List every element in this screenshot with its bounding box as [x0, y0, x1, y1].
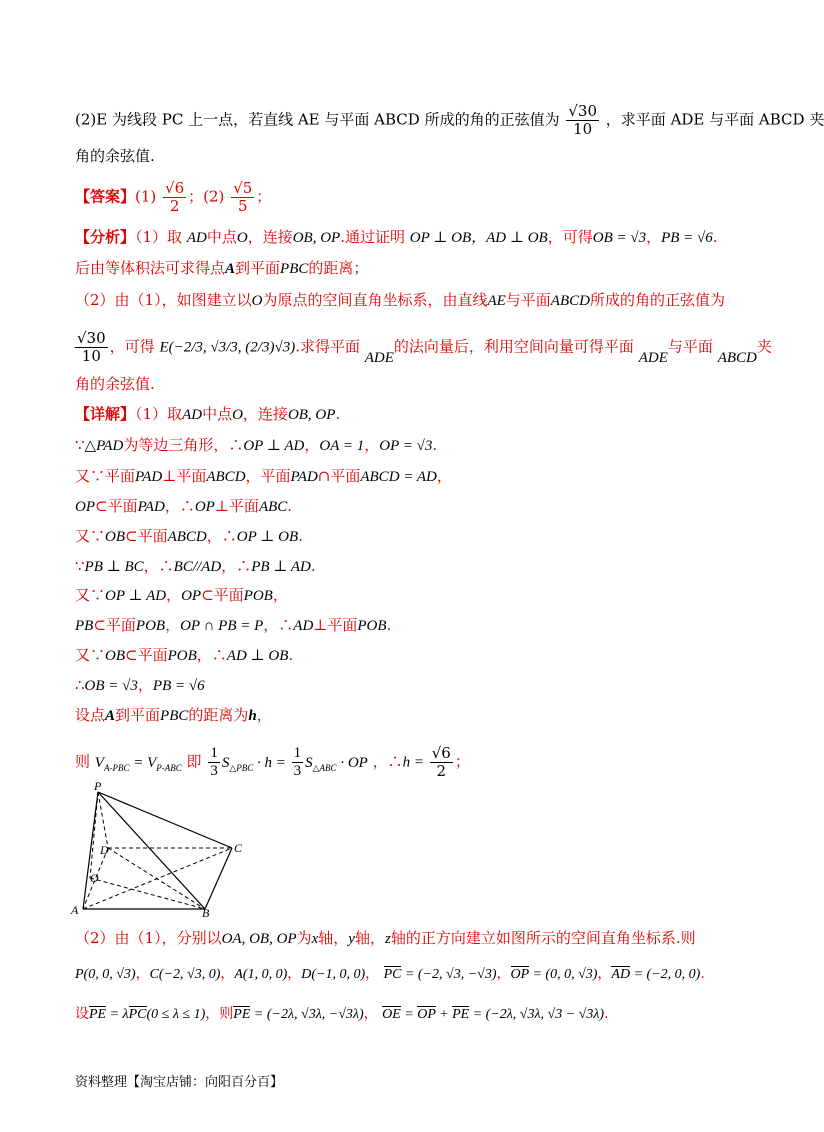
label-a: A — [71, 903, 79, 917]
vector-pc-2: PC — [128, 1007, 147, 1022]
vector-op-2: OP — [417, 1007, 436, 1022]
detail-line-10: ∴OB = √3，PB = √6 — [75, 676, 205, 694]
pyramid-figure — [68, 778, 258, 918]
answer-line: 【答案】(1) $\frac{√6}{2}$ ；(2) $\frac{√5}{5}$ ； — [75, 179, 272, 215]
label-o: O — [90, 871, 99, 885]
vector-pe-3: PE — [452, 1007, 470, 1022]
fraction-sqrt30-over-10-analysis: $\frac{√30}{10}$ — [77, 329, 106, 365]
detail-line-1: 【详解】（1）取AD中点O，连接OB, OP. — [75, 405, 341, 423]
part2-line-2: P(0, 0, √3)，C(−2, √3, 0)，A(1, 0, 0)，D(−1, 0, 0)， PC = (−2, √3, −√3)，OP = (0, 0, √3)，AD = (−2, 0, 0). — [75, 966, 705, 982]
analysis-line-4: $\frac{√30}{10}$ ，可得 E(−2/3, √3/3, (2/3)√3).求得平面 ADE的法向量后，利用空间向量可得平面 ADE与平面 ABCD夹 — [77, 329, 772, 366]
edge-db — [108, 848, 205, 909]
detail-line-3: 又∵平面PAD⊥平面ABCD，平面PAD∩平面ABCD = AD， — [75, 467, 452, 485]
fraction-one-third-a: $\frac{1}{3}$ — [210, 745, 218, 779]
analysis-line-2: 后由等体积法可求得点A到平面PBC的距离； — [75, 259, 369, 277]
vector-pe: PE — [89, 1007, 107, 1022]
vector-op: OP — [510, 967, 529, 982]
detail-line-11: 设点A到平面PBC的距离为h， — [75, 706, 272, 724]
analysis-line-3: （2）由（1），如图建立以O为原点的空间直角坐标系，由直线AE与平面ABCD所成的角的正弦值为 — [75, 291, 725, 309]
label-b: B — [202, 906, 210, 920]
part2-line-3: 设PE = λPC(0 ≤ λ ≤ 1)，则PE = (−2λ, √3λ, −√3λ)， OE = OP + PE = (−2λ, √3λ, √3 − √3λ). — [75, 1006, 609, 1022]
edge-pa — [83, 792, 98, 909]
edge-pc — [98, 792, 232, 848]
page-footer: 资料整理【淘宝店铺：向阳百分百】 — [75, 1075, 284, 1090]
edge-pd — [98, 792, 108, 848]
part2-line-1: （2）由（1），分别以OA, OB, OP为x轴，y轴，z轴的正方向建立如图所示的空间直角坐标系.则 — [75, 929, 696, 947]
detail-line-8: PB⊂平面POB，OP ∩ PB = P，∴AD⊥平面POB. — [75, 616, 392, 634]
vector-oe: OE — [382, 1007, 401, 1022]
analysis-line-1: 【分析】（1）取 AD中点O，连接OB, OP.通过证明 OP ⊥ OB，AD ⊥ OB，可得OB = √3，PB = √6. — [75, 228, 718, 246]
vector-ad: AD — [611, 967, 631, 982]
answer-fraction-1: $\frac{√6}{2}$ — [165, 179, 185, 215]
detail-line-6: ∵PB ⊥ BC，∴BC//AD，∴PB ⊥ AD. — [75, 557, 316, 575]
edge-ob — [90, 878, 205, 909]
answer-fraction-2: $\frac{√5}{5}$ — [233, 179, 253, 215]
detail-line-5: 又∵OB⊂平面ABCD，∴OP ⊥ OB. — [75, 527, 303, 545]
vector-pc: PC — [383, 967, 402, 982]
edge-pb — [98, 792, 205, 909]
fraction-sqrt6-over-2: $\frac{√6}{2}$ — [431, 744, 451, 780]
question-2-line-1: (2)E 为线段 PC 上一点，若直线 AE 与平面 ABCD 所成的角的正弦值为 $\frac{√30}{10}$ ，求平面 ADE 与平面 ABCD 夹 — [75, 102, 824, 138]
detail-line-9: 又∵OB⊂平面POB，∴AD ⊥ OB. — [75, 646, 294, 664]
detail-line-4: OP⊂平面PAD，∴OP⊥平面ABC. — [75, 497, 293, 515]
fraction-one-third-b: $\frac{1}{3}$ — [293, 745, 302, 779]
detail-line-12: 则 $V_{A-PBC} = V_{P-ABC}$ 即 $\frac{1}{3}$ $S_{\triangle PBC} \cdot h$ = $\frac{1}{3}$ $S_{\triangle ABC}$ · OP ，∴h = $\frac{√6}{2}$ ； — [75, 744, 470, 780]
vector-pe-2: PE — [233, 1007, 251, 1022]
label-c: C — [234, 841, 243, 855]
detail-line-7: 又∵OP ⊥ AD，OP⊂平面POB， — [75, 586, 288, 604]
fraction-sqrt30-over-10: $\frac{√30}{10}$ — [568, 102, 598, 138]
detail-line-2: ∵△PAD为等边三角形，∴OP ⊥ AD，OA = 1，OP = √3. — [75, 436, 438, 454]
label-p: P — [94, 779, 102, 793]
label-d: D — [100, 843, 109, 857]
question-2-line-2: 角的余弦值. — [75, 147, 155, 165]
analysis-line-5: 角的余弦值. — [75, 375, 155, 393]
